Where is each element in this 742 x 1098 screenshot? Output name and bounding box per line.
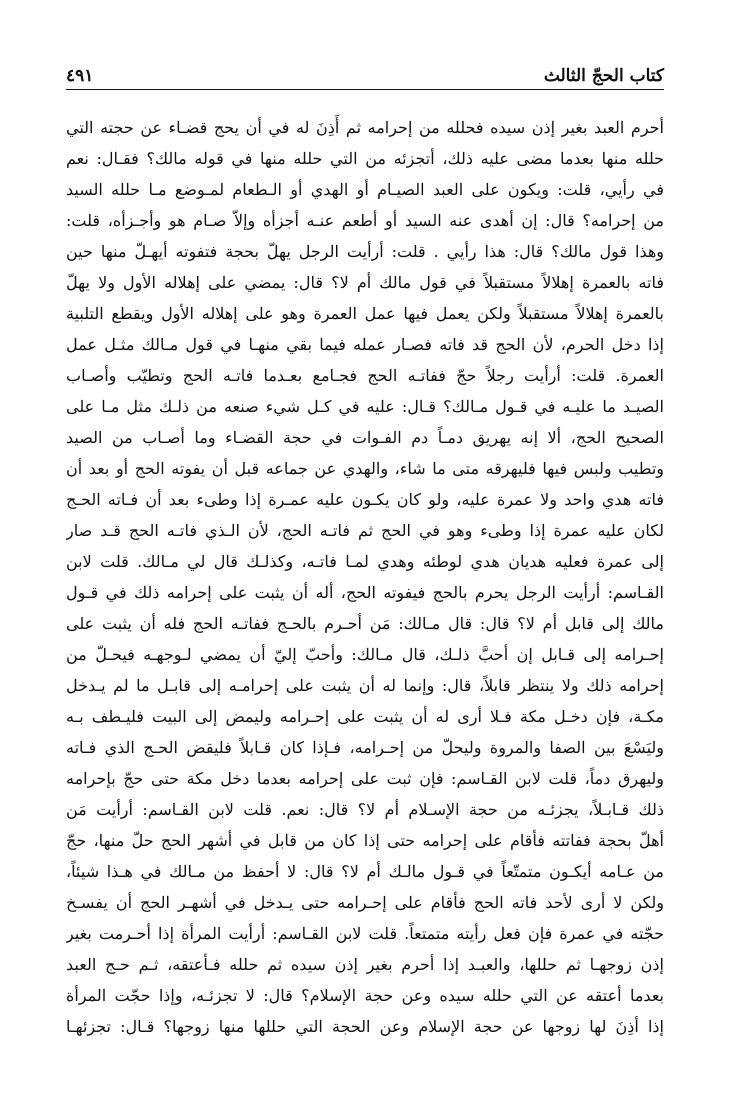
text-line: إذا دخل الحرم، لأن الحج قد فاته فصـار عمله فيما بقي منهـا في قول مـالك مثـل عمل [66, 335, 664, 354]
text-line: فاته هدي واحد ولا عمرة عليه، ولو كان يكـون عليه عمـرة إذا وطىء بعد أن فـاته الحـج [66, 490, 664, 509]
text-line: بالعمرة إهلالاً مستقبلاً ولكن يعمل فيها عمل العمرة وهو على إهلاله الأول ويقطع التلبية [66, 304, 664, 323]
text-line: مالك إلى قابل أم لا؟ قال: قال مـالك: مَن أحـرم بالحـج ففاتـه الحج فله أن يثبت على [66, 614, 664, 633]
running-title: كتاب الحجّ الثالث [543, 66, 664, 86]
text-line: حجّته في عمرة فإن فعل رأيته متمتعاً. قلت لابن القـاسم: أرأيت المرأة إذا أحـرمت بغير [66, 924, 664, 943]
text-line: ذلك قـابـلاً، يجزئـه من حجة الإسـلام أم لا؟ قال: نعم. قلت لابن القـاسم: أرأيت مَن [66, 800, 664, 819]
page-number: ٤٩١ [66, 66, 94, 86]
text-line: الصحيح الحج، ألا إنه يهريق دمـاً دم الفـوات في حجة القضـاء وما أصـاب من الصيد [66, 428, 664, 447]
page-header [66, 60, 664, 86]
text-line: مكـة، فإن دخـل مكة فـلا أرى له أن يثبت على إحـرامه وليمض إلى البيت فليـطف بـه [66, 707, 664, 726]
text-line: أحرم العبد بغير إذن سيده فحلله من إحرامه ثم أَذِنَ له في أن يحج قضـاء عن حجته التي [66, 118, 664, 137]
text-line: إلى عمرة فعليه هديان هدي لوطئه وهدي لمـا فاتـه، وكذلـك قال لي مـالك. قلت لابن [66, 552, 664, 571]
text-line: إحرامه ذلك ولا ينتظر قابلاً، قال: وإنما له أن يثبت على إحرامـه إلى قابـل ما لم يـدخل [66, 676, 664, 695]
text-line: وتطيب ولبس فيها فليهرقه متى ما شاء، والهدي عن جماعه قبل أن يفوته الحج أو بعد أن [66, 459, 664, 478]
text-line: وليهرق دماً، قلت لابن القـاسم: فإن ثبت على إحرامه بعدما دخل مكة حتى حجّ بإحرامه [66, 769, 664, 788]
text-line: بعدما أعتقه عن التي حلله سيده وعن حجة الإسلام؟ قال: لا تجزئـه، وإذا حجّت المرأة [66, 986, 664, 1005]
text-line: فاته بالعمرة إهلالاً مستقبلاً في قول مالك أم لا؟ قال: يمضي على إهلاله الأول ولا يهلّ [66, 273, 664, 292]
text-line: وليَسْعَ بين الصفا والمروة وليحلّ من إحـرامه، فـإذا كان قـابلاً فليقض الحـج الذي فـاته [66, 738, 664, 757]
text-line: لكان عليه عمرة إذا وطىء وهو في الحج ثم فاتـه الحج، لأن الـذي فاتـه الحج قـد صار [66, 521, 664, 540]
text-line: إذا أذِنَ لها زوجها عن حجة الإسلام وعن الحجة التي حللها منها زوجها؟ قـال: تجزئهـا [66, 1017, 664, 1036]
text-line: ولكن لا أرى لأحد فاته الحج فأقام على إحـرامه حتى يـدخل في أشهـر الحج أن يفسـخ [66, 893, 664, 912]
text-line: إحـرامه إلى قـابل إن أحبَّ ذلـك، قال مـالك: وأحبّ إليّ أن يمضي لـوجهـه فيحـلّ من [66, 645, 664, 664]
text-line: أهلّ بحجة ففاتته فأقام على إحرامه حتى إذا كان من قابل في أشهر الحج حلّ منها، حجّ [66, 831, 664, 850]
text-line: من إحرامه؟ قال: إن أهدى عنه السيد أو أطعم عنـه أجزأه وإلاّ صـام هو وأجـزأه، قلت: [66, 211, 664, 230]
text-line: في رأيي، قلت: ويكون على العبد الصيـام أو الهدي أو الـطعام لمـوضع مـا حلله السيد [66, 180, 664, 199]
text-line: إذن زوجهـا ثم حللها، والعبـد إذا أحرم بغير إذن سيده ثم حلله فـأعتقه، ثـم حـج العبد [66, 955, 664, 974]
text-line: حلله منها بعدما مضى عليه ذلك، أتجزئه من التي حلله منها في قوله مالك؟ فقـال: نعم [66, 149, 664, 168]
body-text [66, 112, 664, 1042]
text-line: وهذا قول مالك؟ قال: هذا رأيي . قلت: أرأيت الرجل يهلّ بحجة فتفوته أيهـلّ منها حين [66, 242, 664, 261]
text-line: من عـامه أيكـون متمتّعاً في قـول مالـك أم لا؟ قال: لا أحفظ من مـالك في هـذا شيئاً، [66, 862, 664, 881]
text-line: القـاسم: أرأيت الرجل يحرم بالحج فيفوته الحج، أله أن يثبت على إحرامه ذلك في قـول [66, 583, 664, 602]
header-divider [66, 89, 664, 90]
text-line: الصيـد ما عليـه في قـول مـالك؟ قـال: عليه في كـل شيء صنعه من ذلـك مثل مـا على [66, 397, 664, 416]
text-line: العمرة. قلت: أرأيت رجلاً حجّ ففاتـه الحج فجـامع بعـدما فاتـه الحج وتطيّب وأصـاب [66, 366, 664, 385]
